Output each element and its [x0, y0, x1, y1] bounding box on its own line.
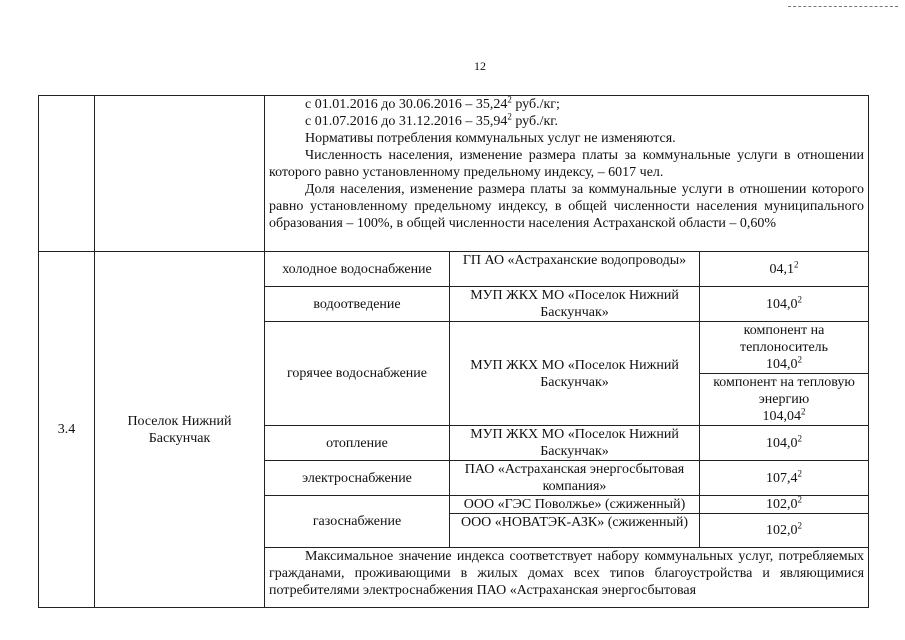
index-value: 102,0$^2$ — [700, 496, 869, 514]
provider-name: ГП АО «Астраханские водопроводы» — [450, 252, 700, 287]
paragraph: Доля населения, изменение размера платы за коммунальные услуги в отношении которого равно установленному предельному индексу, в общей численности населения муниципального образования – 100%, в общей численности населения Астраханской области – 0,60% — [269, 182, 865, 231]
index-value: 104,0$^2$ — [700, 426, 869, 461]
index-value: 107,4$^2$ — [700, 461, 869, 496]
provider-name: ООО «ГЭС Поволжье» (сжиженный) — [450, 496, 700, 514]
service-name: отопление — [265, 426, 450, 461]
top-text-cell — [265, 96, 869, 252]
price-line: с 01.07.2016 до 31.12.2016 – 35,94$^2$ руб./кг. — [305, 111, 558, 129]
table-row — [39, 96, 869, 252]
component-label: компонент на теплоноситель — [739, 323, 829, 355]
provider-name: МУП ЖКХ МО «Поселок Нижний Баскунчак» — [450, 322, 700, 426]
bottom-paragraph: Максимальное значение индекса соответствует набору коммунальных услуг, потребляемых гражданами, проживающими в жилых домах всех типов благоустройства и являющимися потребителями электроснабжения ПАО «Астраханская энергосбытовая — [265, 548, 869, 608]
provider-name: МУП ЖКХ МО «Поселок Нижний Баскунчак» — [450, 287, 700, 322]
index-value: 102,0$^2$ — [700, 514, 869, 548]
provider-name: ООО «НОВАТЭК-АЗК» (сжиженный) — [450, 514, 700, 548]
service-name: газоснабжение — [265, 496, 450, 548]
index-value: 04,1$^2$ — [700, 252, 869, 287]
provider-name: МУП ЖКХ МО «Поселок Нижний Баскунчак» — [450, 426, 700, 461]
component-cell — [700, 374, 869, 426]
scan-edge-marks — [788, 6, 898, 9]
service-name: электроснабжение — [265, 461, 450, 496]
service-name: горячее водоснабжение — [265, 322, 450, 426]
service-name: холодное водоснабжение — [265, 252, 450, 287]
component-label: компонент на тепловую энергию — [713, 375, 855, 407]
table-row — [39, 252, 869, 287]
section-number: 3.4 — [39, 252, 95, 608]
component-cell — [700, 322, 869, 374]
paragraph: Нормативы потребления коммунальных услуг не изменяются. — [305, 131, 676, 146]
index-value: 104,0$^2$ — [700, 287, 869, 322]
service-name: водоотведение — [265, 287, 450, 322]
empty-name-cell — [95, 96, 265, 252]
page-number: 12 — [474, 59, 486, 73]
paragraph: Численность населения, изменение размера платы за коммунальные услуги в отношении которого равно установленному предельному индексу, – 6017 чел. — [269, 148, 865, 180]
empty-number-cell — [39, 96, 95, 252]
section-name: Поселок Нижний Баскунчак — [95, 252, 265, 608]
index-value: 104,0$^2$ — [766, 354, 802, 372]
index-value: 104,04$^2$ — [762, 406, 806, 424]
provider-name: ПАО «Астраханская энергосбытовая компания» — [450, 461, 700, 496]
tariff-table — [38, 95, 869, 608]
price-line: с 01.01.2016 до 30.06.2016 – 35,24$^2$ руб./кг; — [305, 95, 560, 112]
